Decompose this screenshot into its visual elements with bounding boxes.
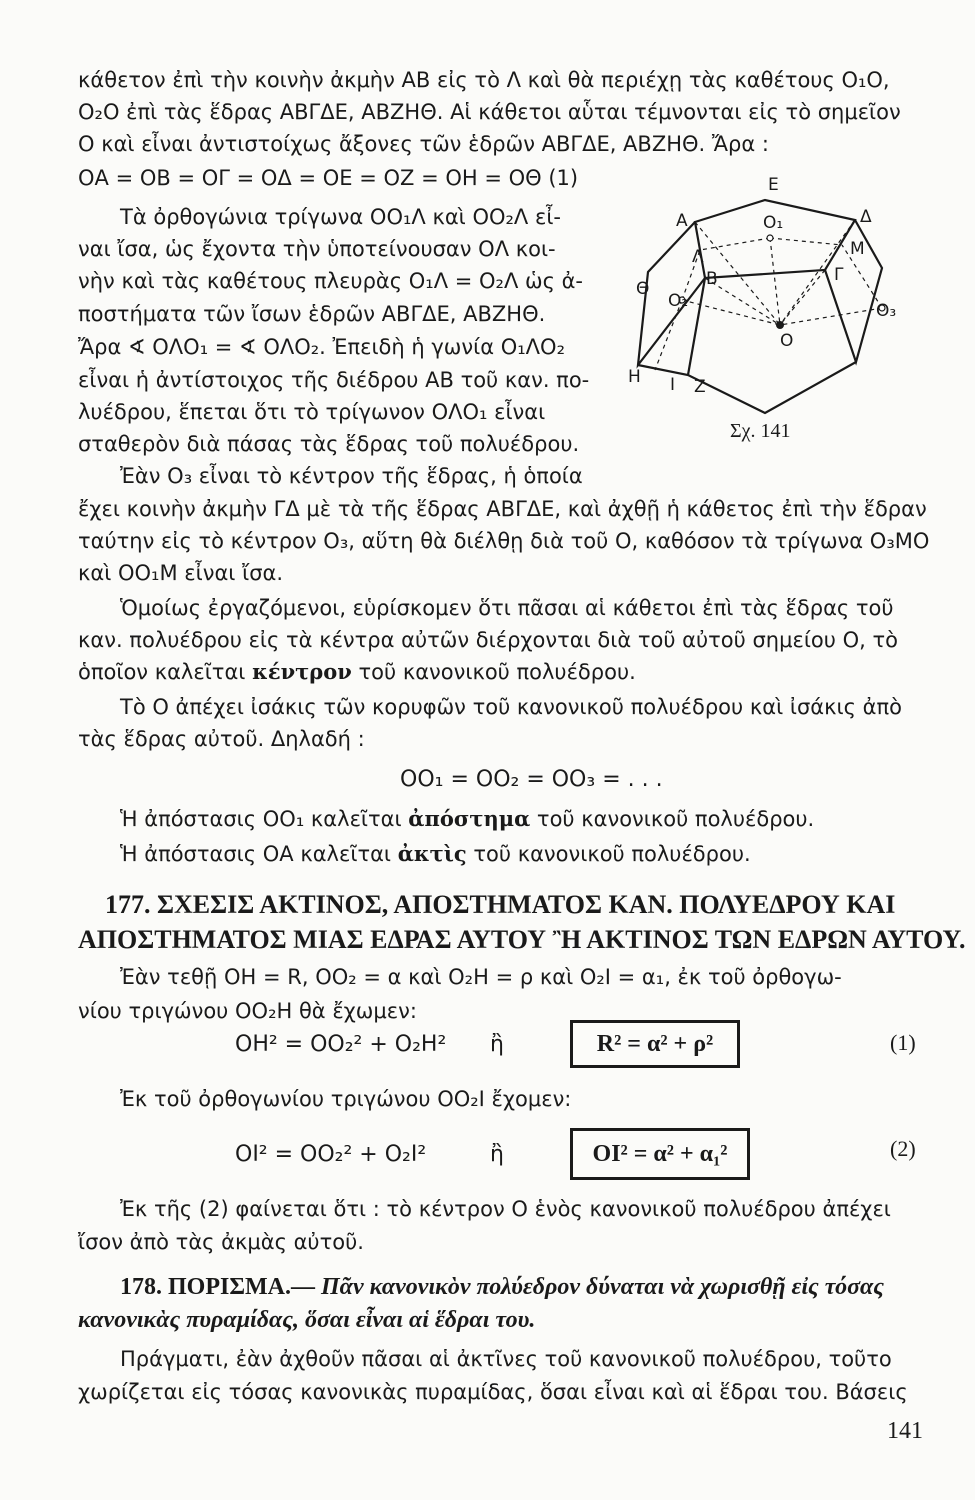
label-g: Γ bbox=[834, 265, 844, 285]
equation-line: ΟΑ = ΟΒ = ΟΓ = ΟΔ = ΟΕ = ΟΖ = ΟΗ = ΟΘ (1) bbox=[78, 166, 579, 190]
section-177-title-line2: ΑΠΟΣΤΗΜΑΤΟΣ ΜΙΑΣ ΕΔΡΑΣ ΑΥΤΟΥ Ἢ ΑΚΤΙΝΟΣ ΤΩΝ ΕΔΡΩΝ ΑΥΤΟΥ. bbox=[78, 925, 966, 954]
text-line: λυέδρου, ἕπεται ὅτι τὸ τρίγωνον ΟΛΟ₁ εἶναι bbox=[78, 400, 546, 424]
text-span: τοῦ κανονικοῦ πολυέδρου. bbox=[466, 842, 751, 866]
label-d: Δ bbox=[860, 207, 872, 227]
text-line: Ἐὰν Ο₃ εἶναι τὸ κέντρον τῆς ἕδρας, ἡ ὁποία bbox=[120, 464, 583, 488]
text-line: νὴν καὶ τὰς καθέτους πλευρὰς Ο₁Λ = Ο₂Λ ὡς ἀ- bbox=[78, 269, 583, 293]
label-e: Ε bbox=[768, 175, 779, 195]
equation-apothems: ΟΟ₁ = ΟΟ₂ = ΟΟ₃ = . . . bbox=[400, 767, 663, 792]
text-line: Ἄρα ∢ ΟΛΟ₁ = ∢ ΟΛΟ₂. Ἐπειδὴ ἡ γωνία Ο₁ΛΟ₂ bbox=[78, 335, 565, 359]
label-m: Μ bbox=[850, 239, 865, 259]
text-line: Ο καὶ εἶναι ἀντιστοίχως ἄξονες τῶν ἑδρῶν ΑΒΓΔΕ, ΑΒΖΗΘ. Ἄρα : bbox=[78, 132, 769, 156]
section-178-label: 178. ΠΟΡΙΣΜΑ.— bbox=[120, 1274, 322, 1300]
text-line: Ὁμοίως ἐργαζόμενοι, εὑρίσκομεν ὅτι πᾶσαι αἱ κάθετοι ἐπὶ τὰς ἕδρας τοῦ bbox=[120, 596, 894, 620]
face-abgde bbox=[695, 200, 855, 278]
text-line: νίου τριγώνου ΟΟ₂Η θὰ ἔχωμεν: bbox=[78, 999, 417, 1023]
text-line: ἔχει κοινὴν ἀκμὴν ΓΔ μὲ τὰ τῆς ἕδρας ΑΒΓΔΕ, καὶ ἀχθῇ ἡ κάθετος ἐπὶ τὴν ἕδραν bbox=[78, 497, 927, 521]
label-th: Θ bbox=[636, 279, 650, 299]
text-line: ναι ἴσα, ὡς ἔχοντα τὴν ὑποτείνουσαν ΟΛ κοι- bbox=[78, 237, 556, 261]
text-line: Τὰ ὀρθογώνια τρίγωνα ΟΟ₁Λ καὶ ΟΟ₂Λ εἶ- bbox=[120, 205, 561, 229]
label-o2: O₂ bbox=[668, 291, 689, 311]
label-o: O bbox=[780, 331, 794, 351]
label-b: Β bbox=[706, 269, 718, 289]
text-line: σταθερὸν διὰ πάσας τὰς ἕδρας τοῦ πολυέδρου. bbox=[78, 432, 580, 456]
text-line: ποστήματα τῶν ἴσων ἑδρῶν ΑΒΓΔΕ, ΑΒΖΗΘ. bbox=[78, 302, 546, 326]
label-h: Η bbox=[628, 367, 641, 387]
text-line: κάθετον ἐπὶ τὴν κοινὴν ἀκμὴν ΑΒ εἰς τὸ Λ καὶ θὰ περιέχῃ τὰς καθέτους Ο₁Ο, bbox=[78, 68, 890, 92]
equation-2-or: ἢ bbox=[490, 1142, 504, 1167]
radius-definition bbox=[120, 840, 751, 868]
equation-2-box: ΟΙ² = α² + α₁² bbox=[570, 1128, 750, 1180]
equation-2-number: (2) bbox=[890, 1136, 916, 1161]
equation-2-left: ΟΙ² = ΟΟ₂² + Ο₂Ι² bbox=[235, 1142, 427, 1167]
equation-1-number: (1) bbox=[890, 1030, 916, 1055]
equation-1-or: ἢ bbox=[490, 1032, 504, 1057]
text-line: Πράγματι, ἐὰν ἀχθοῦν πᾶσαι αἱ ἀκτῖνες τοῦ κανονικοῦ πολυέδρου, τοῦτο bbox=[120, 1347, 892, 1371]
text-line: τὰς ἕδρας αὐτοῦ. Δηλαδή : bbox=[78, 727, 365, 751]
figure-caption: Σχ. 141 bbox=[730, 420, 791, 442]
term-apothem: ἀπόστημα bbox=[408, 806, 531, 831]
text-line: Τὸ Ο ἀπέχει ἰσάκις τῶν κορυφῶν τοῦ κανονικοῦ πολυέδρου καὶ ἰσάκις ἀπὸ bbox=[120, 695, 902, 719]
page-number: 141 bbox=[887, 1418, 923, 1444]
section-178-title-line2: κανονικὰς πυραμίδας, ὅσαι εἶναι αἱ ἕδραι του. bbox=[78, 1307, 536, 1333]
label-o3: O₃ bbox=[876, 301, 897, 321]
edge-zb bbox=[688, 278, 705, 375]
equation-1-box: R² = α² + ρ² bbox=[570, 1020, 740, 1068]
section-178-title bbox=[120, 1272, 884, 1302]
label-i: Ι bbox=[670, 375, 676, 395]
equation-1-left: ΟΗ² = ΟΟ₂² + Ο₂Η² bbox=[235, 1032, 447, 1057]
text-line: ταύτην εἰς τὸ κέντρον Ο₃, αὕτη θὰ διέλθῃ διὰ τοῦ Ο, καθόσον τὰ τρίγωνα Ο₃ΜΟ bbox=[78, 529, 930, 553]
text-line: Ἐκ τοῦ ὀρθογωνίου τριγώνου ΟΟ₂Ι ἔχομεν: bbox=[120, 1087, 572, 1111]
text-span: τοῦ κανονικοῦ πολυέδρου. bbox=[351, 660, 636, 684]
text-line: εἶναι ἡ ἀντίστοιχος τῆς διέδρου ΑΒ τοῦ καν. πο- bbox=[78, 368, 590, 392]
text-span: Ἡ ἀπόστασις ΟΟ₁ καλεῖται bbox=[120, 807, 409, 831]
polyhedron-figure bbox=[620, 160, 930, 430]
text-line: καὶ ΟΟ₁Μ εἶναι ἴσα. bbox=[78, 561, 284, 585]
term-radius: ἀκτὶς bbox=[397, 841, 467, 866]
section-178-statement: Πᾶν κανονικὸν πολύεδρον δύναται νὰ χωρισθῇ εἰς τόσας bbox=[321, 1274, 884, 1300]
text-line: Ο₂Ο ἐπὶ τὰς ἕδρας ΑΒΓΔΕ, ΑΒΖΗΘ. Αἱ κάθετοι αὗται τέμνονται εἰς τὸ σημεῖον bbox=[78, 100, 901, 124]
text-line: καν. πολυέδρου εἰς τὰ κέντρα αὐτῶν διέρχονται διὰ τοῦ αὐτοῦ σημείου Ο, τὸ bbox=[78, 628, 898, 652]
label-l: Λ bbox=[692, 247, 704, 267]
label-z: Ζ bbox=[694, 377, 706, 397]
text-line bbox=[78, 658, 636, 686]
label-o1: O₁ bbox=[763, 213, 784, 233]
text-line: χωρίζεται εἰς τόσας κανονικὰς πυραμίδας, ὅσαι εἶναι καὶ αἱ ἕδραι του. Βάσεις bbox=[78, 1380, 908, 1404]
term-center: κέντρον bbox=[252, 659, 352, 684]
apothem-definition bbox=[120, 805, 814, 833]
text-span: Ἡ ἀπόστασις ΟΑ καλεῖται bbox=[120, 842, 398, 866]
section-177-title-line1: 177. ΣΧΕΣΙΣ ΑΚΤΙΝΟΣ, ΑΠΟΣΤΗΜΑΤΟΣ ΚΑΝ. ΠΟΛΥΕΔΡΟΥ ΚΑΙ bbox=[105, 890, 896, 919]
text-span: ὁποῖον καλεῖται bbox=[78, 660, 253, 684]
label-a: Α bbox=[676, 211, 688, 231]
text-line: Ἐὰν τεθῇ ΟΗ = R, ΟΟ₂ = α καὶ Ο₂Η = ρ καὶ Ο₂Ι = α₁, ἐκ τοῦ ὀρθογω- bbox=[120, 965, 842, 989]
text-line: ἴσον ἀπὸ τὰς ἀκμὰς αὐτοῦ. bbox=[78, 1230, 364, 1254]
text-span: τοῦ κανονικοῦ πολυέδρου. bbox=[530, 807, 815, 831]
text-line: Ἐκ τῆς (2) φαίνεται ὅτι : τὸ κέντρον Ο ἑνὸς κανονικοῦ πολυέδρου ἀπέχει bbox=[120, 1197, 891, 1221]
